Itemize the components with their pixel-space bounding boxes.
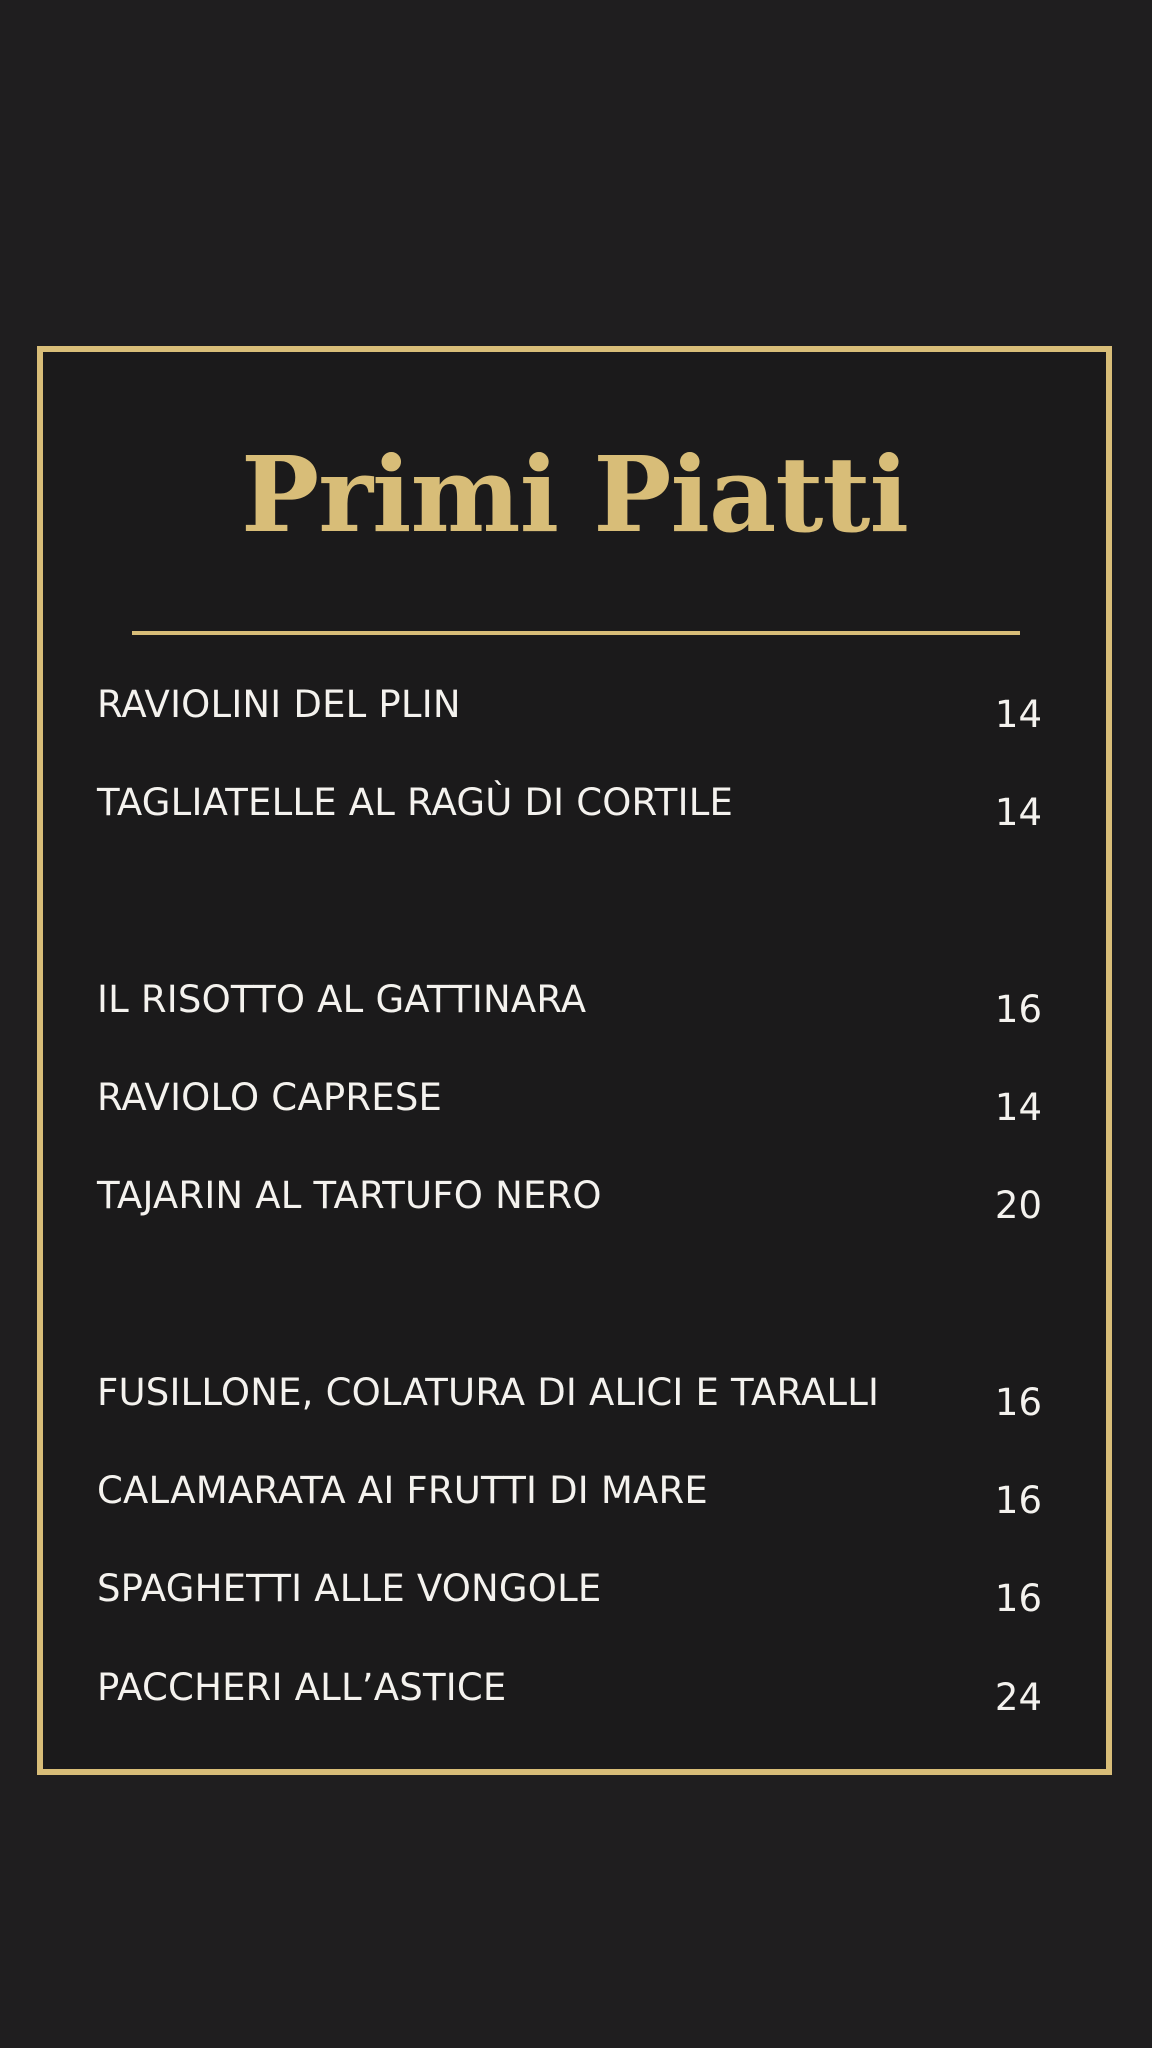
menu-item xyxy=(43,1461,1106,1521)
menu-item-name: PACCHERI ALL’ASTICE xyxy=(97,1666,507,1709)
menu-title: Primi Piatti xyxy=(241,433,908,556)
menu-item-price: 16 xyxy=(994,988,1042,1031)
menu-item xyxy=(43,1559,1106,1619)
menu-item-name: FUSILLONE, COLATURA DI ALICI E TARALLI xyxy=(97,1371,880,1414)
menu-item xyxy=(43,1166,1106,1226)
menu-item-price: 16 xyxy=(994,1479,1042,1522)
menu-item-price: 16 xyxy=(994,1381,1042,1424)
menu-item-name: RAVIOLINI DEL PLIN xyxy=(97,683,461,726)
menu-item-price: 20 xyxy=(994,1184,1042,1227)
menu-item-price: 14 xyxy=(994,791,1042,834)
menu-item-name: TAJARIN AL TARTUFO NERO xyxy=(97,1174,602,1217)
menu-item xyxy=(43,773,1106,833)
menu-item-price: 14 xyxy=(994,693,1042,736)
title-divider xyxy=(132,631,1020,635)
menu-item-name: TAGLIATELLE AL RAGÙ DI CORTILE xyxy=(97,781,734,824)
menu-item xyxy=(43,970,1106,1030)
menu-item-name: SPAGHETTI ALLE VONGOLE xyxy=(97,1567,602,1610)
menu-frame xyxy=(37,346,1112,1775)
menu-item-name: IL RISOTTO AL GATTINARA xyxy=(97,978,587,1021)
menu-item-price: 24 xyxy=(994,1676,1042,1719)
menu-item xyxy=(43,1068,1106,1128)
menu-item xyxy=(43,675,1106,735)
menu-item-name: RAVIOLO CAPRESE xyxy=(97,1076,443,1119)
menu-item-price: 14 xyxy=(994,1086,1042,1129)
menu-item xyxy=(43,1363,1106,1423)
menu-item xyxy=(43,1658,1106,1718)
menu-item-name: CALAMARATA AI FRUTTI DI MARE xyxy=(97,1469,708,1512)
menu-item-price: 16 xyxy=(994,1577,1042,1620)
